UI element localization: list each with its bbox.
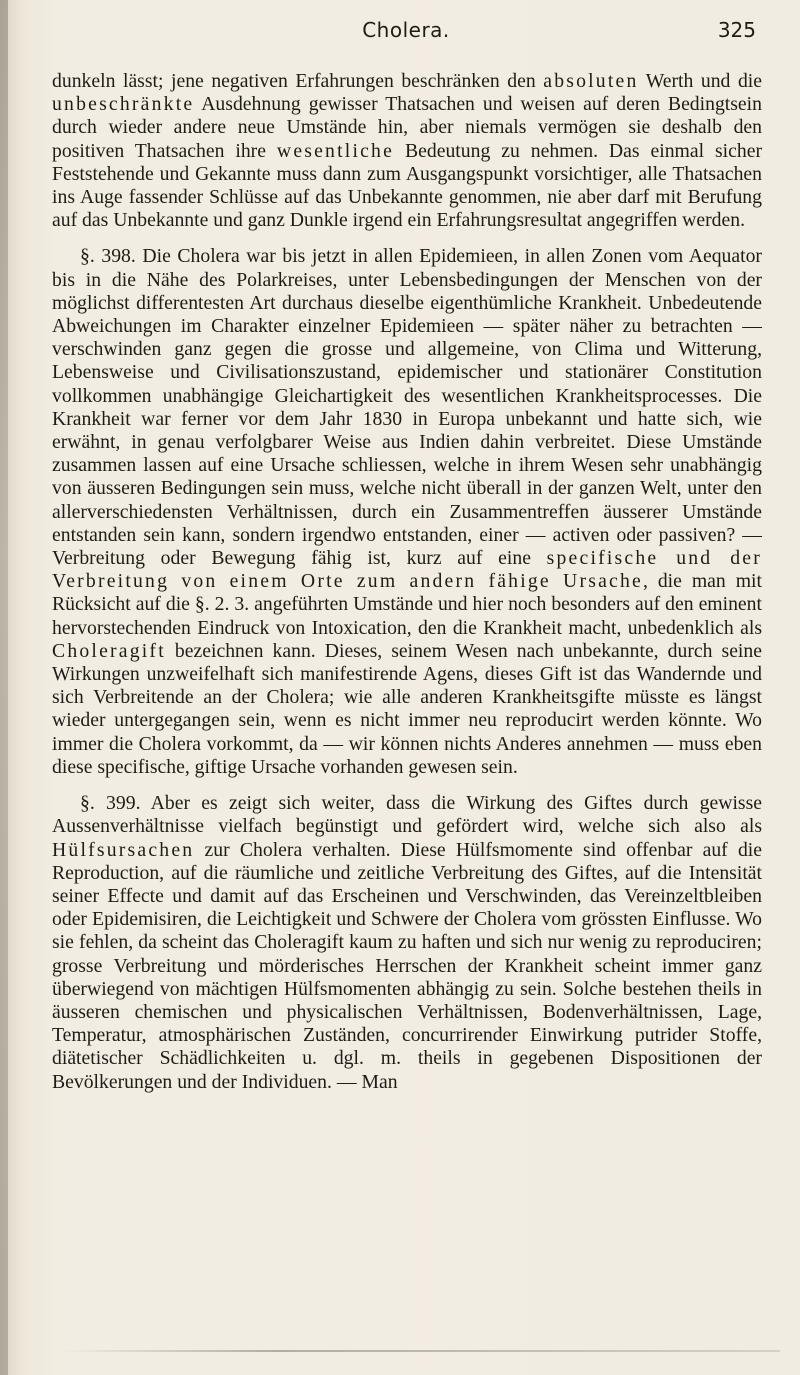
page-header — [56, 18, 756, 48]
book-spine-shadow — [0, 0, 8, 1375]
page-bottom-edge — [60, 1350, 780, 1352]
text-run: Werth und die — [638, 70, 762, 92]
text-run: §. 398. Die Cholera war bis jetzt in allen Epidemieen, in allen Zonen vom Aequator bis in die Nähe des Polarkreises, unter Lebensbedingungen der Menschen von der möglichst differentesten Art durchaus dieselbe eigenthümliche Krankheit. Unbedeutende Abweichungen im Charakter einzelner Epidemieen — später näher zu betrachten — verschwinden ganz gegen die grosse und allgemeine, von Clima und Witterung, Lebensweise und Civilisationszustand, epidemischer und stationärer Constitution vollkommen unabhängige Gleichartigkeit des wesentlichen Krankheitsprocesses. Die Krankheit war ferner vor dem Jahr 1830 in Europa unbekannt und hatte sich, wie erwähnt, in genau verfolgbarer Weise aus Indien dahin verbreitet. Diese Umstände zusammen lassen auf eine Ursache schliessen, welche in ihrem Wesen sehr unabhängig von äusseren Bedingungen sein muss, welche nicht überall in der ganzen Welt, unter den allerverschiedensten Verhältnissen, durch ein Zusammentreffen äusserer Umstände entstanden sein kann, sondern irgendwo entstanden, einer — activen oder passiven? — Verbreitung oder Bewegung fähig ist, kurz auf eine — [52, 245, 762, 570]
page-number: 325 — [717, 18, 756, 42]
paragraph-continuation — [52, 70, 762, 232]
paragraph-section-398 — [52, 245, 762, 779]
text-run: §. 399. Aber es zeigt sich weiter, dass die Wirkung des Giftes durch gewisse Aussenverhältnisse vielfach begünstigt und gefördert wird, welche sich also als — [52, 792, 762, 838]
text-run: zur Cholera verhalten. Diese Hülfsmomente sind offenbar auf die Reproduction, auf die räumliche und zeitliche Verbreitung des Giftes, auf die Intensität seiner Effecte und damit auf das Erscheinen und Verschwinden, das Vereinzeltbleiben oder Epidemisiren, die Leichtigkeit und Schwere der Cholera vom grössten Einflusse. Wo sie fehlen, da scheint das Choleragift kaum zu haften und sich nur wenig zu reproduciren; grosse Verbreitung und mörderisches Herrschen der Krankheit scheint immer ganz überwiegend von mächtigen Hülfsmomenten abhängig zu sein. Solche bestehen theils in äusseren chemischen und physicalischen Verhältnissen, Bodenverhältnissen, Lage, Temperatur, atmosphärischen Zuständen, concurrirender Einwirkung putrider Stoffe, diätetischer Schädlichkeiten u. dgl. m. theils in gegebenen Dispositionen der Bevölkerungen und der Individuen. — Man — [52, 838, 762, 1093]
emphasis-specifische-ursache: specifische und der Verbreitung von einem Orte zum andern fähige Ursache — [52, 547, 762, 593]
text-run: bezeichnen kann. Dieses, seinem Wesen nach unbekannte, durch seine Wirkungen unzweifelhaft sich manifestirende Agens, dieses Gift ist das Wandernde und sich Verbreitende an der Cholera; wie alle anderen Krankheitsgifte müsste es längst wieder untergegangen sein, wenn es nicht immer neu reproducirt werden könnte. Wo immer die Cholera vorkommt, da — wir können nichts Anderes annehmen — muss eben diese specifische, giftige Ursache vorhanden gewesen sein. — [52, 639, 762, 778]
paragraph-section-399 — [52, 792, 762, 1094]
emphasis-wesentliche: wesentliche — [276, 139, 395, 162]
text-run: , die man mit Rücksicht auf die §. 2. 3. angeführten Umstände und hier noch besonders auf den eminent hervorstechenden Eindruck von Intoxication, den die Krankheit macht, unbedenklich als — [52, 570, 762, 639]
emphasis-huelfsursachen: Hülfsursachen — [52, 838, 195, 861]
running-title: Cholera. — [362, 18, 450, 42]
emphasis-choleragift: Choleragift — [52, 639, 166, 662]
body-text — [52, 70, 762, 1094]
text-run: Bedeutung zu nehmen. Das einmal sicher Feststehende und Gekannte muss dann zum Ausgangspunkt vorsichtiger, alle Thatsachen ins Auge fassender Schlüsse auf das Unbekannte genommen, nie aber darf mit Berufung auf das Unbekannte und ganz Dunkle irgend ein Erfahrungsresultat angegriffen werden. — [52, 139, 763, 232]
text-run: dunkeln lässt; jene negativen Erfahrungen beschränken den — [52, 70, 544, 92]
emphasis-absoluten: absoluten — [543, 70, 639, 92]
emphasis-unbeschraenkte: unbeschränkte — [52, 93, 195, 116]
text-run: Ausdehnung gewisser Thatsachen und weisen auf deren Bedingtsein durch wieder andere neue Umstände hin, aber niemals vermögen sie deshalb den positiven Thatsachen ihre — [52, 93, 762, 162]
